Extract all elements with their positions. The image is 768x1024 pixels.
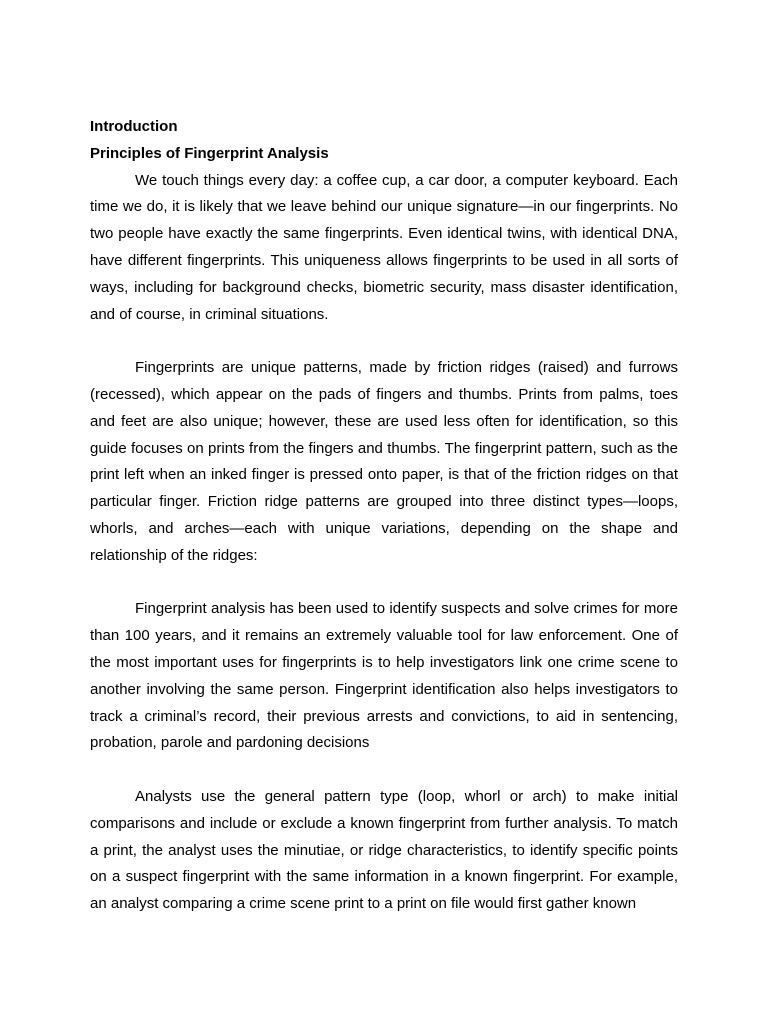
paragraph-3: Fingerprint analysis has been used to identify suspects and solve crimes for more than 100 years, and it remains an extremely valuable tool for law enforcement. One of the most important uses for fingerprints is to help investigators link one crime scene to another involving the same person. Fingerprint identification also helps investigators to track a criminal’s record, their previous arrests and convictions, to aid in sentencing, probation, parole and pardoning decisions <box>90 600 678 752</box>
heading-principles: Principles of Fingerprint Analysis <box>90 144 329 162</box>
paragraph-1: We touch things every day: a coffee cup, a car door, a computer keyboard. Each time we do, it is likely that we leave behind our unique signature—in our fingerprints. No two people have exactly the same fingerprints. Even identical twins, with identical DNA, have different fingerprints. This uniqueness allows fingerprints to be used in all sorts of ways, including for background checks, biometric security, mass disaster identification, and of course, in criminal situations. <box>90 171 678 323</box>
heading-introduction: Introduction <box>90 118 178 135</box>
paragraph-2: Fingerprints are unique patterns, made by friction ridges (raised) and furrows (recessed), which appear on the pads of fingers and thumbs. Prints from palms, toes and feet are also unique; however, these are used less often for identification, so this guide focuses on prints from the fingers and thumbs. The fingerprint pattern, such as the print left when an inked finger is pressed onto paper, is that of the friction ridges on that particular finger. Friction ridge patterns are grouped into three distinct types—loops, whorls, and arches—each with unique variations, depending on the shape and relationship of the ridges: <box>90 359 678 564</box>
document-body <box>90 114 678 918</box>
paragraph-4: Analysts use the general pattern type (loop, whorl or arch) to make initial comparisons and include or exclude a known fingerprint from further analysis. To match a print, the analyst uses the minutiae, or ridge characteristics, to identify specific points on a suspect fingerprint with the same information in a known fingerprint. For example, an analyst comparing a crime scene print to a print on file would first gather known <box>90 787 678 913</box>
